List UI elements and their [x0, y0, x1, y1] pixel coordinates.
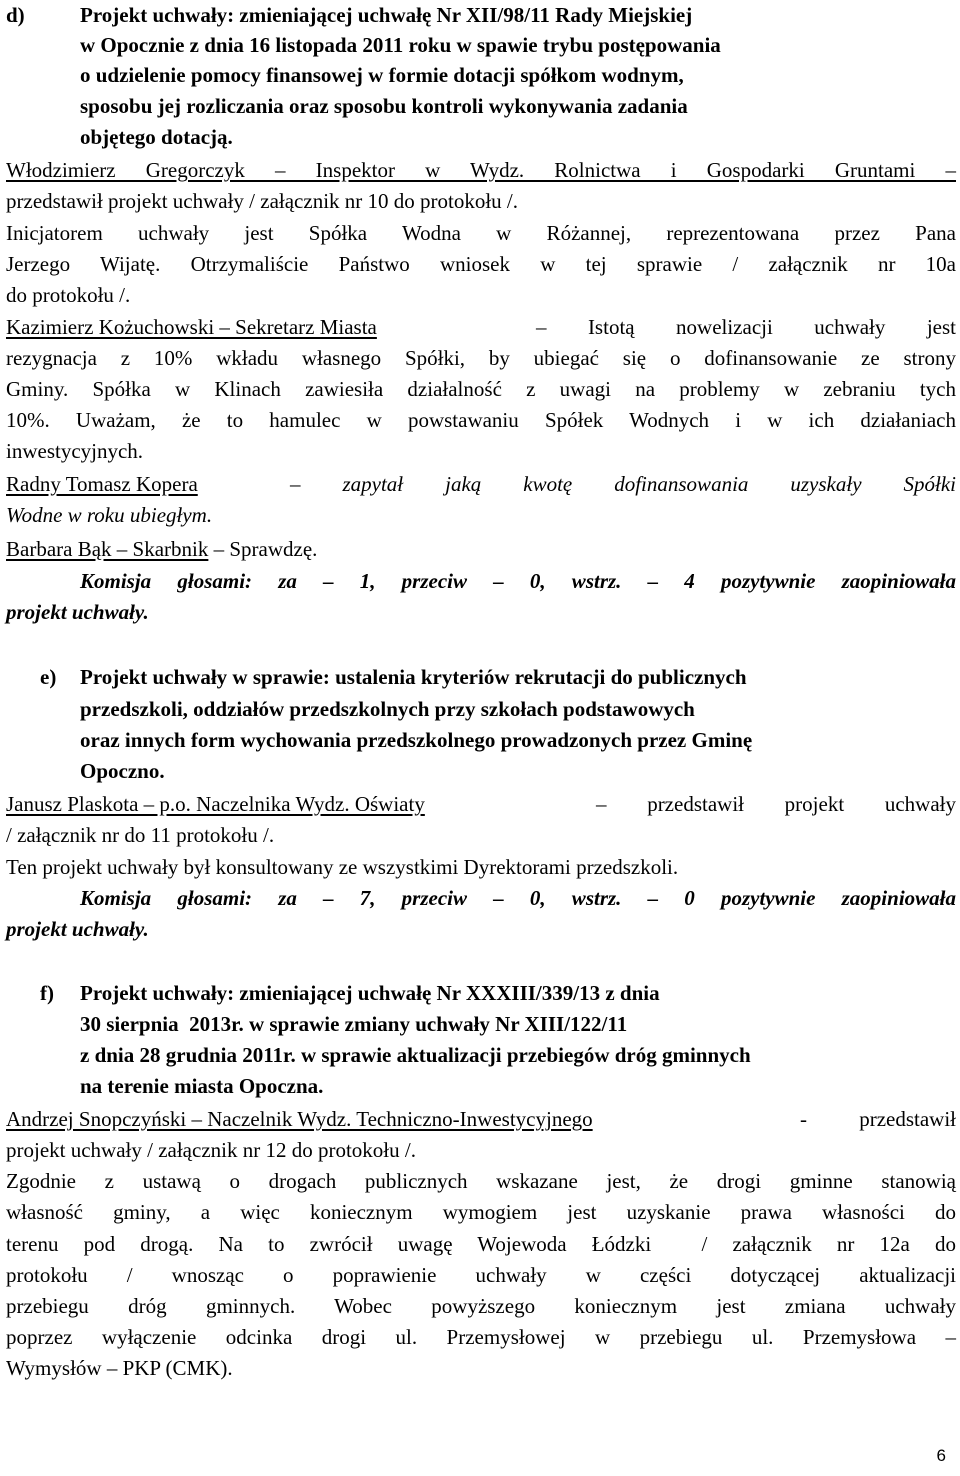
section-e-paragraph-2: Ten projekt uchwały był konsultowany ze wszystkimi Dyrektorami przedszkoli.: [6, 855, 679, 879]
speaker-snopczynski-name: Andrzej Snopczyński – Naczelnik Wydz. Techniczno-Inwestycyjnego: [6, 1107, 593, 1131]
section-f-title-line-1: Projekt uchwały: zmieniającej uchwałę Nr XXXIII/339/13 z dnia: [80, 981, 660, 1005]
speaker-bak-name: Barbara Bąk – Skarbnik: [6, 537, 209, 561]
section-d-title-line-4: sposobu jej rozliczania oraz sposobu kontroli wykonywania zadania: [80, 94, 688, 118]
section-d-paragraph-2-line-2: Jerzego Wijatę. Otrzymaliście Państwo wniosek w tej sprawie / załącznik nr 10a: [6, 252, 956, 276]
speaker-kozuchowski-name: Kazimierz Kożuchowski – Sekretarz Miasta: [6, 315, 377, 339]
section-d-paragraph-3-line-4: 10%. Uważam, że to hamulec w powstawaniu Spółek Wodnych i w ich działaniach: [6, 408, 956, 432]
section-e-title-line-3: oraz innych form wychowania przedszkolnego prowadzonych przez Gminę: [80, 728, 753, 752]
section-e-title-line-4: Opoczno.: [80, 759, 165, 783]
section-e-marker: e): [40, 665, 57, 689]
section-d-vote-line-2: projekt uchwały.: [6, 600, 149, 624]
section-e-title-line-1: Projekt uchwały w sprawie: ustalenia kryteriów rekrutacji do publicznych: [80, 665, 747, 689]
section-e-title-line-2: przedszkoli, oddziałów przedszkolnych przy szkołach podstawowych: [80, 697, 695, 721]
section-f-paragraph-2-line-2: własność gminy, a więc koniecznym wymogiem jest uzyskanie prawa własności do: [6, 1200, 956, 1224]
section-f-paragraph-2-line-7: Wymysłów – PKP (CMK).: [6, 1356, 233, 1380]
section-f-paragraph-2-line-5: przebiegu dróg gminnych. Wobec powyższego koniecznym jest zmiana uchwały: [6, 1294, 956, 1318]
page-number: 6: [936, 1446, 946, 1465]
speaker-kozuchowski: [6, 312, 536, 343]
section-f-paragraph-1-line-2: projekt uchwały / załącznik nr 12 do protokołu /.: [6, 1138, 416, 1162]
section-d-paragraph-5: [6, 534, 956, 565]
speaker-gregorczyk: Włodzimierz Gregorczyk – Inspektor w Wydz. Rolnictwa i Gospodarki Gruntami –: [6, 158, 956, 182]
section-d-paragraph-3-line-1: – Istotą nowelizacji uchwały jest: [536, 315, 956, 339]
speaker-snopczynski: [6, 1104, 801, 1135]
section-d-paragraph-1: przedstawił projekt uchwały / załącznik nr 10 do protokołu /.: [6, 189, 519, 213]
section-d-paragraph-4-line-1: – zapytał jaką kwotę dofinansowania uzyskały Spółki: [290, 472, 956, 496]
section-d-marker: d): [6, 3, 25, 27]
section-d-paragraph-4-line-2: Wodne w roku ubiegłym.: [6, 503, 213, 527]
section-e-vote-line-1: Komisja głosami: za – 7, przeciw – 0, wstrz. – 0 pozytywnie zaopiniowała: [80, 886, 956, 910]
section-f-paragraph-2-line-1: Zgodnie z ustawą o drogach publicznych wskazane jest, że drogi gminne stanowią: [6, 1169, 956, 1193]
section-f-marker: f): [40, 981, 54, 1005]
section-f-title-line-4: na terenie miasta Opoczna.: [80, 1074, 324, 1098]
section-f-title-line-2: 30 sierpnia 2013r. w sprawie zmiany uchwały Nr XIII/122/11: [80, 1012, 628, 1036]
section-d-paragraph-3-line-2: rezygnacja z 10% wkładu własnego Spółki, by ubiegać się o dofinansowanie ze strony: [6, 346, 956, 370]
section-f-paragraph-2-line-4: protokołu / wnosząc o poprawienie uchwały w części dotyczącej aktualizacji: [6, 1263, 956, 1287]
section-d-title-line-1: Projekt uchwały: zmieniającej uchwałę Nr XII/98/11 Rady Miejskiej: [80, 3, 693, 27]
section-d-vote-line-1: Komisja głosami: za – 1, przeciw – 0, wstrz. – 4 pozytywnie zaopiniowała: [80, 569, 956, 593]
section-f-paragraph-2-line-6: poprzez wyłączenie odcinka drogi ul. Przemysłowej w przebiegu ul. Przemysłowa –: [6, 1325, 956, 1349]
speaker-plaskota-name: Janusz Plaskota – p.o. Naczelnika Wydz. Oświaty: [6, 792, 425, 816]
section-d-title-line-3: o udzielenie pomocy finansowej w formie dotacji spółkom wodnym,: [80, 63, 684, 87]
speaker-kopera-name: Radny Tomasz Kopera: [6, 472, 198, 496]
section-d-paragraph-3-line-3: Gminy. Spółka w Klinach zawiesiła działalność z uwagi na problemy w zebraniu tych: [6, 377, 956, 401]
speaker-plaskota: [6, 789, 596, 820]
section-d-paragraph-3-line-5: inwestycyjnych.: [6, 439, 144, 463]
section-f-paragraph-2-line-3: terenu pod drogą. Na to zwrócił uwagę Wojewoda Łódzki / załącznik nr 12a do: [6, 1232, 956, 1256]
section-d-title-line-5: objętego dotacją.: [80, 125, 233, 149]
speaker-kopera: [6, 469, 291, 500]
section-d-paragraph-5-text: – Sprawdzę.: [208, 537, 318, 561]
section-f-title-line-3: z dnia 28 grudnia 2011r. w sprawie aktualizacji przebiegów dróg gminnych: [80, 1043, 751, 1067]
section-e-vote-line-2: projekt uchwały.: [6, 917, 149, 941]
section-d-title-line-2: w Opocznie z dnia 16 listopada 2011 roku w spawie trybu postępowania: [80, 33, 721, 57]
section-d-paragraph-2-line-1: Inicjatorem uchwały jest Spółka Wodna w Różannej, reprezentowana przez Pana: [6, 221, 956, 245]
section-e-paragraph-1-line-2: / załącznik nr do 11 protokołu /.: [6, 823, 275, 847]
section-d-paragraph-2-line-3: do protokołu /.: [6, 283, 131, 307]
section-e-paragraph-1-line-1: – przedstawił projekt uchwały: [596, 792, 956, 816]
section-f-paragraph-1-line-1: - przedstawił: [800, 1107, 956, 1131]
